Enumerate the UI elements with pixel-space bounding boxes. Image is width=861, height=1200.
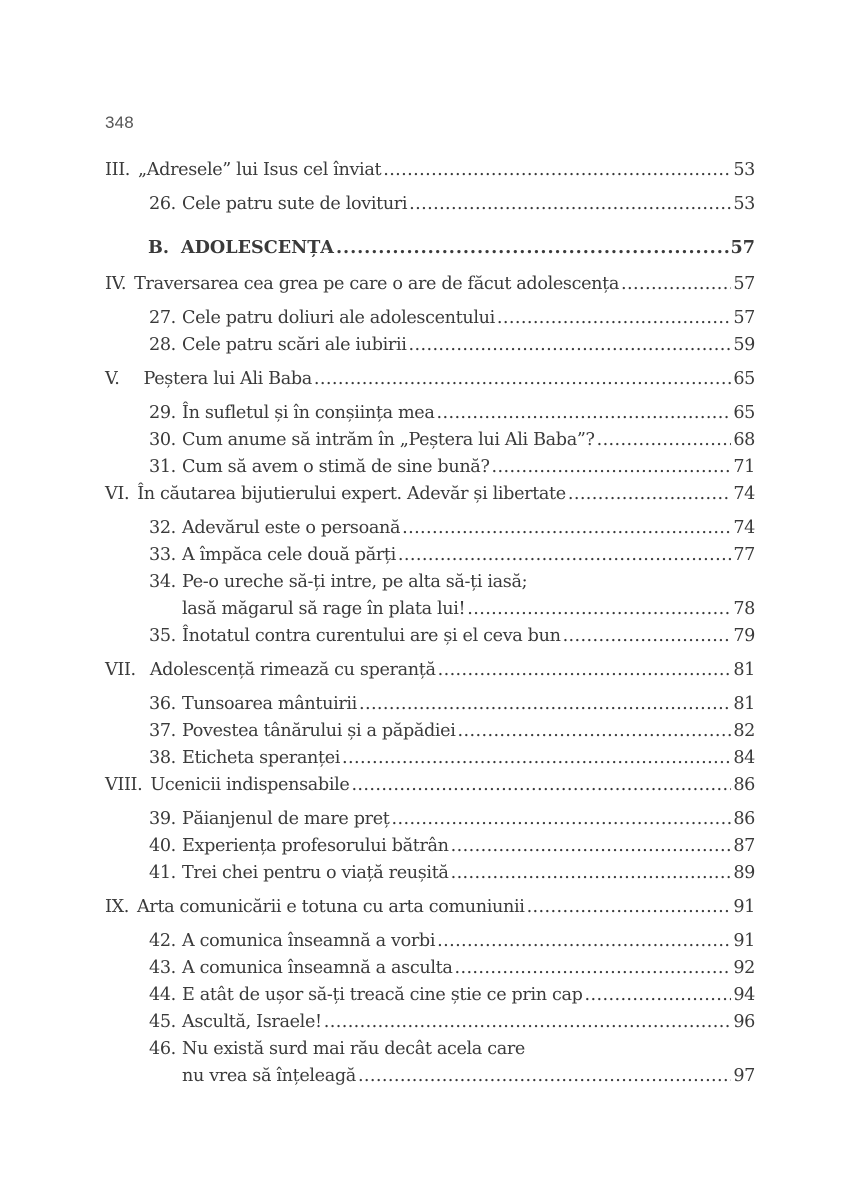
entry-number: 41. [149,863,176,883]
entry-number: IV. [105,274,127,294]
entry-title-continuation: lasă măgarul să rage în plata lui! [182,599,466,619]
dot-leader [342,745,731,772]
entry-page: 91 [733,897,755,917]
entry-number: 34. [149,572,176,592]
dot-leader [398,542,731,569]
toc-subentry[interactable] [105,191,755,218]
toc-chapter-entry[interactable] [105,657,755,684]
dot-leader [314,366,731,393]
entry-title: Ascultă, Israele! [182,1012,322,1032]
entry-title: Adevărul este o persoană [182,518,401,538]
toc-subentry[interactable] [105,427,755,454]
dot-leader [563,623,732,650]
entry-title: Traversarea cea grea pe care o are de făcut adolescența [134,274,620,294]
toc-subentry[interactable] [105,400,755,427]
toc-chapter-entry[interactable] [105,894,755,921]
entry-page: 81 [733,660,755,680]
entry-page: 59 [733,335,755,355]
entry-title: Adolescență rimează cu speranță [149,660,436,680]
dot-leader [359,691,731,718]
entry-page: 79 [733,626,755,646]
entry-title: Peștera lui Ali Baba [143,369,312,389]
entry-title: Păianjenul de mare preț [182,809,390,829]
entry-page: 53 [733,160,755,180]
toc-chapter-entry[interactable] [105,271,755,298]
page-number: 348 [105,113,134,132]
entry-number: 37. [149,721,176,741]
entry-page: 96 [733,1012,755,1032]
entry-number: 39. [149,809,176,829]
entry-page: 86 [733,809,755,829]
dot-leader [336,234,729,261]
dot-leader [597,427,732,454]
entry-title: Cele patru scări ale iubirii [182,335,407,355]
entry-page: 77 [733,545,755,565]
entry-number: 31. [149,457,176,477]
toc-subentry[interactable] [105,454,755,481]
dot-leader [454,955,731,982]
dot-leader [451,860,732,887]
dot-leader [497,305,731,332]
entry-number: 29. [149,403,176,423]
entry-page: 71 [733,457,755,477]
toc-subentry[interactable] [105,623,755,650]
toc-subentry[interactable] [105,718,755,745]
toc-subentry[interactable] [105,745,755,772]
dot-leader [492,454,732,481]
entry-page: 65 [733,403,755,423]
entry-page: 81 [733,694,755,714]
toc-section-heading[interactable] [105,234,755,261]
entry-page: 84 [733,748,755,768]
dot-leader [358,1063,731,1090]
dot-leader [458,718,732,745]
entry-number: III. [105,160,131,180]
entry-number: 42. [149,931,176,951]
toc-subentry[interactable] [105,1009,755,1036]
toc-subentry-continuation[interactable] [105,596,755,623]
dot-leader [351,772,731,799]
entry-page: 68 [733,430,755,450]
toc-subentry[interactable] [105,569,755,596]
entry-number: B. [148,237,169,258]
entry-title: „Adresele” lui Isus cel înviat [138,160,382,180]
entry-page: 53 [733,194,755,214]
entry-title: A comunica înseamnă a asculta [182,958,453,978]
entry-page: 78 [733,599,755,619]
entry-page: 91 [733,931,755,951]
entry-page: 74 [733,518,755,538]
entry-number: IX. [105,897,130,917]
entry-title: Povestea tânărului și a păpădiei [182,721,456,741]
dot-leader [621,271,731,298]
toc-chapter-entry[interactable] [105,366,755,393]
toc-subentry[interactable] [105,806,755,833]
entry-title: Cum să avem o stimă de sine bună? [182,457,490,477]
dot-leader [568,481,731,508]
toc-subentry[interactable] [105,1036,755,1063]
entry-page: 97 [733,1066,755,1086]
dot-leader [451,833,732,860]
entry-number: 33. [149,545,176,565]
entry-title-continuation: nu vrea să înțeleagă [182,1066,356,1086]
toc-chapter-entry[interactable] [105,481,755,508]
toc-subentry[interactable] [105,860,755,887]
dot-leader [409,332,732,359]
entry-number: 35. [149,626,176,646]
entry-number: 38. [149,748,176,768]
entry-title: Cele patru sute de lovituri [182,194,408,214]
entry-page: 57 [733,308,755,328]
entry-page: 89 [733,863,755,883]
toc-subentry[interactable] [105,691,755,718]
toc-subentry-continuation[interactable] [105,1063,755,1090]
dot-leader [436,400,731,427]
dot-leader [527,894,732,921]
toc-subentry[interactable] [105,833,755,860]
entry-title: Ucenicii indispensabile [150,775,350,795]
entry-title: Nu există surd mai rău decât acela care [182,1039,525,1059]
toc-chapter-entry[interactable] [105,772,755,799]
entry-title: Înotatul contra curentului are și el ceva bun [182,626,561,646]
entry-number: V. [105,369,120,389]
dot-leader [402,515,731,542]
entry-title: ADOLESCENȚA [181,237,334,258]
entry-title: E atât de ușor să-ți treacă cine știe ce prin cap [182,985,583,1005]
entry-page: 57 [733,274,755,294]
entry-title: Tunsoarea mântuirii [182,694,357,714]
entry-page: 82 [733,721,755,741]
entry-title: Trei chei pentru o viață reușită [182,863,449,883]
entry-page: 92 [733,958,755,978]
entry-title: Cum anume să intrăm în „Peștera lui Ali Baba”? [182,430,595,450]
entry-number: 40. [149,836,176,856]
dot-leader [391,806,731,833]
entry-number: 30. [149,430,176,450]
entry-page: 57 [730,237,755,258]
entry-number: 26. [149,194,176,214]
dot-leader [437,928,731,955]
entry-number: 32. [149,518,176,538]
entry-title: În căutarea bijutierului expert. Adevăr și libertate [137,484,566,504]
toc-subentry[interactable] [105,955,755,982]
entry-number: VI. [105,484,130,504]
entry-page: 87 [733,836,755,856]
entry-page: 65 [733,369,755,389]
entry-title: A împăca cele două părți [182,545,396,565]
toc-subentry[interactable] [105,332,755,359]
table-of-contents [105,157,755,1090]
entry-number: 27. [149,308,176,328]
entry-title: Experiența profesorului bătrân [182,836,449,856]
dot-leader [438,657,732,684]
toc-subentry[interactable] [105,982,755,1009]
toc-subentry[interactable] [105,305,755,332]
dot-leader [585,982,732,1009]
toc-subentry[interactable] [105,928,755,955]
toc-subentry[interactable] [105,542,755,569]
entry-title: A comunica înseamnă a vorbi [182,931,436,951]
entry-page: 94 [733,985,755,1005]
entry-number: 46. [149,1039,176,1059]
entry-page: 86 [733,775,755,795]
entry-title: În sufletul și în conșiința mea [182,403,435,423]
entry-title: Eticheta speranței [182,748,341,768]
entry-number: 36. [149,694,176,714]
entry-number: 28. [149,335,176,355]
entry-title: Pe-o ureche să-ți intre, pe alta să-ți iasă; [182,572,528,592]
dot-leader [324,1009,732,1036]
entry-title: Arta comunicării e totuna cu arta comuniunii [137,897,525,917]
entry-number: 43. [149,958,176,978]
entry-number: VIII. [105,775,143,795]
toc-chapter-entry[interactable] [105,157,755,184]
toc-subentry[interactable] [105,515,755,542]
entry-number: VII. [105,660,136,680]
dot-leader [467,596,731,623]
dot-leader [383,157,731,184]
entry-title: Cele patru doliuri ale adolescentului [182,308,495,328]
entry-number: 45. [149,1012,176,1032]
entry-page: 74 [733,484,755,504]
dot-leader [409,191,731,218]
entry-number: 44. [149,985,176,1005]
